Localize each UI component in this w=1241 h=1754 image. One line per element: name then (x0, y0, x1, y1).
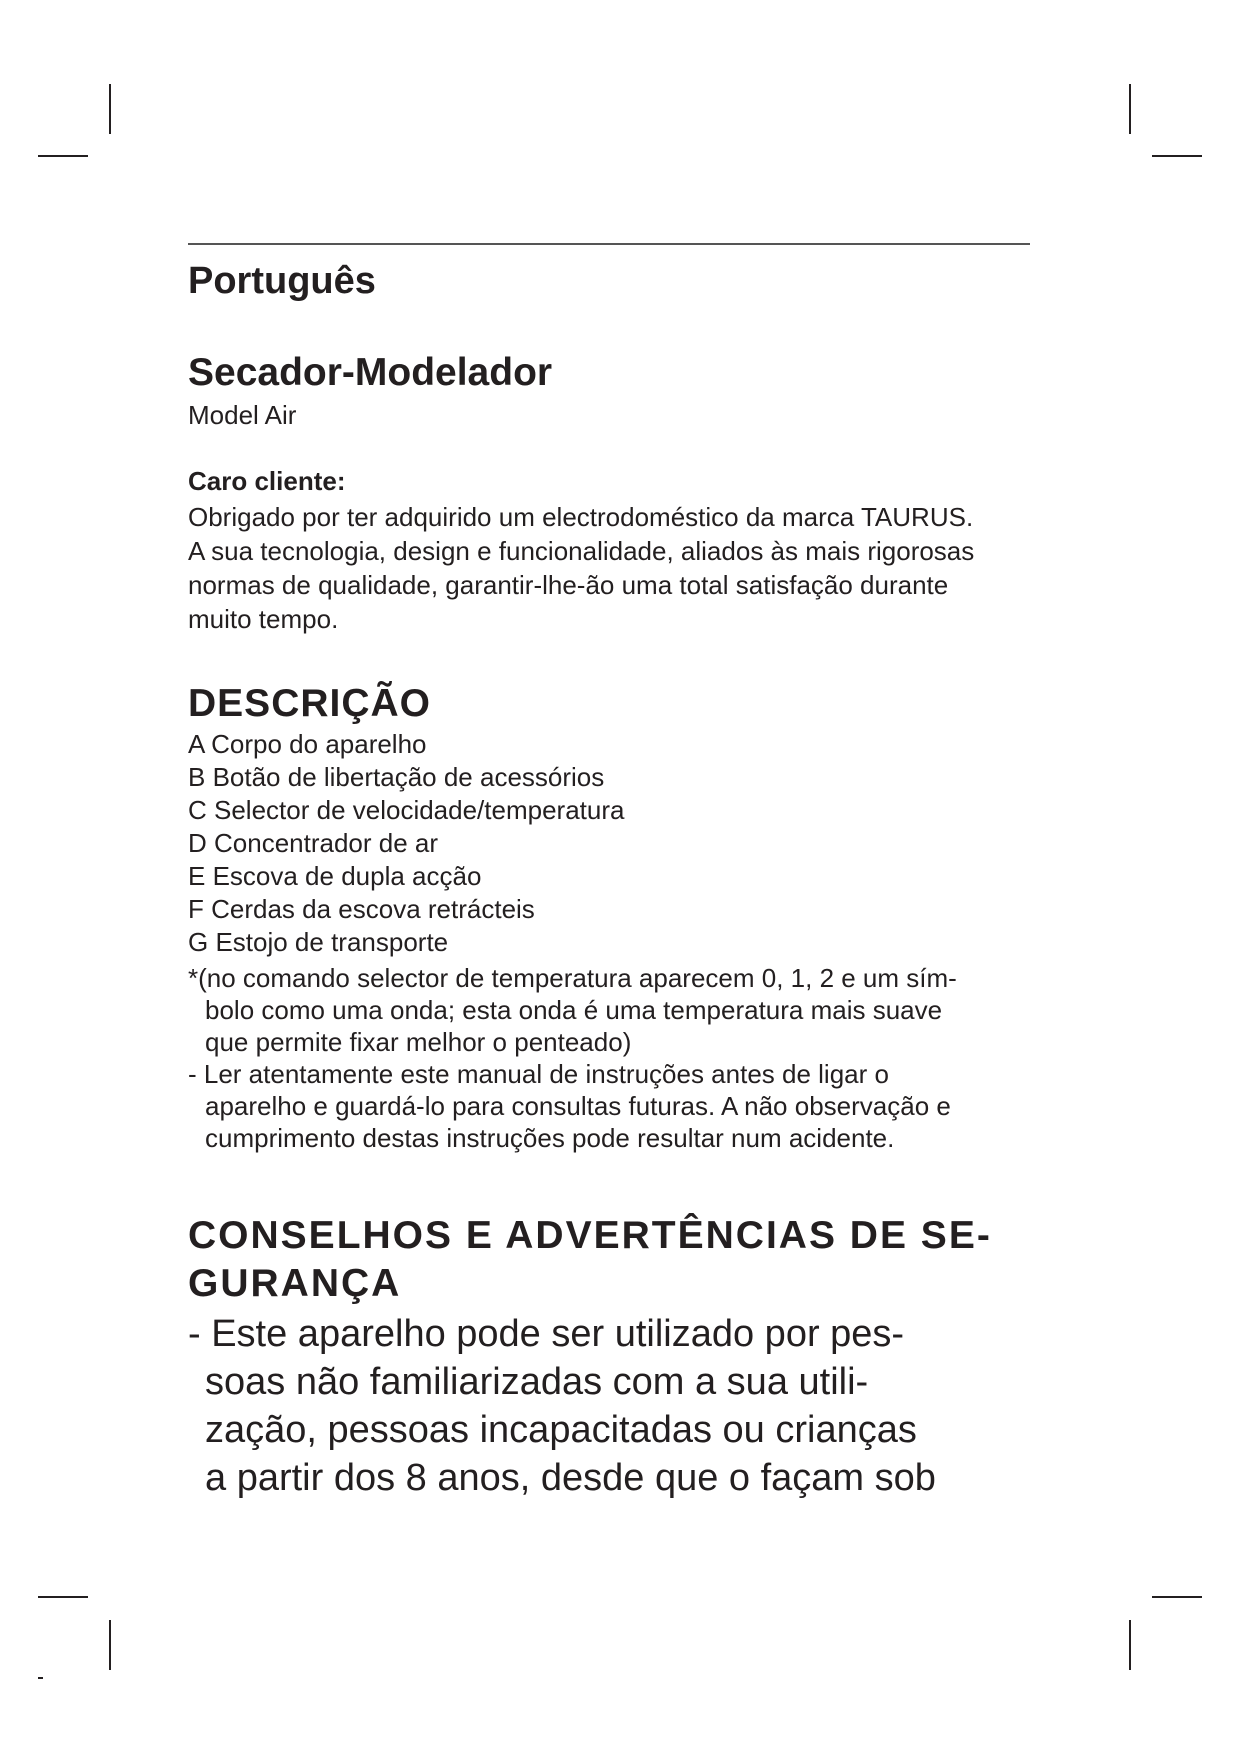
language-title: Português (188, 260, 376, 302)
safety-heading (188, 1212, 1038, 1308)
model-name: Model Air (188, 400, 297, 430)
safety-line: soas não familiarizadas com a sua utili- (205, 1361, 869, 1403)
list-item: B Botão de libertação de acessórios (188, 762, 605, 792)
description-list (188, 728, 1038, 959)
intro-line: Obrigado por ter adquirido um electrodoméstico da marca TAURUS. (188, 502, 974, 532)
safety-body (188, 1310, 1038, 1502)
list-item: C Selector de velocidade/temperatura (188, 795, 625, 825)
safety-line: zação, pessoas incapacitadas ou crianças (205, 1409, 917, 1451)
intro-line: normas de qualidade, garantir-lhe-ão uma total satisfação durante (188, 570, 949, 600)
note-line: *(no comando selector de temperatura aparecem 0, 1, 2 e um sím- (188, 963, 957, 993)
list-item: E Escova de dupla acção (188, 861, 482, 891)
manual-warning (188, 1058, 1038, 1154)
intro-paragraph (188, 500, 1038, 636)
safety-heading-line: GURANÇA (188, 1262, 402, 1305)
crop-mark-bottom-right-horizontal (1152, 1596, 1202, 1598)
note-line: bolo como uma onda; esta onda é uma temperatura mais suave (205, 995, 943, 1025)
list-item: A Corpo do aparelho (188, 729, 427, 759)
crop-mark-top-right-vertical (1129, 84, 1131, 134)
safety-line: a partir dos 8 anos, desde que o façam sob (205, 1457, 936, 1499)
greeting: Caro cliente: (188, 466, 346, 496)
header-rule (188, 243, 1030, 245)
crop-mark-bottom-right-vertical (1129, 1620, 1131, 1670)
crop-mark-bottom-left-horizontal (38, 1596, 88, 1598)
warning-line: aparelho e guardá-lo para consultas futuras. A não observação e (205, 1091, 951, 1121)
description-heading: DESCRIÇÃO (188, 682, 432, 725)
list-item: G Estojo de transporte (188, 927, 449, 957)
selector-note (188, 962, 1038, 1058)
safety-line: - Este aparelho pode ser utilizado por pes- (188, 1313, 905, 1355)
product-title: Secador-Modelador (188, 351, 553, 394)
crop-tick-bottom-left (38, 1677, 43, 1679)
list-item: F Cerdas da escova retrácteis (188, 894, 535, 924)
crop-mark-top-right-horizontal (1152, 155, 1202, 157)
warning-line: cumprimento destas instruções pode resultar num acidente. (205, 1123, 895, 1153)
crop-mark-top-left-horizontal (38, 155, 88, 157)
page-content (188, 256, 1038, 1502)
intro-line: muito tempo. (188, 604, 339, 634)
intro-line: A sua tecnologia, design e funcionalidade, aliados às mais rigorosas (188, 536, 975, 566)
crop-mark-bottom-left-vertical (109, 1620, 111, 1670)
warning-line: - Ler atentamente este manual de instruções antes de ligar o (188, 1059, 889, 1089)
note-line: que permite fixar melhor o penteado) (205, 1027, 632, 1057)
crop-mark-top-left-vertical (109, 84, 111, 134)
list-item: D Concentrador de ar (188, 828, 439, 858)
safety-heading-line: CONSELHOS E ADVERTÊNCIAS DE SE- (188, 1214, 992, 1257)
